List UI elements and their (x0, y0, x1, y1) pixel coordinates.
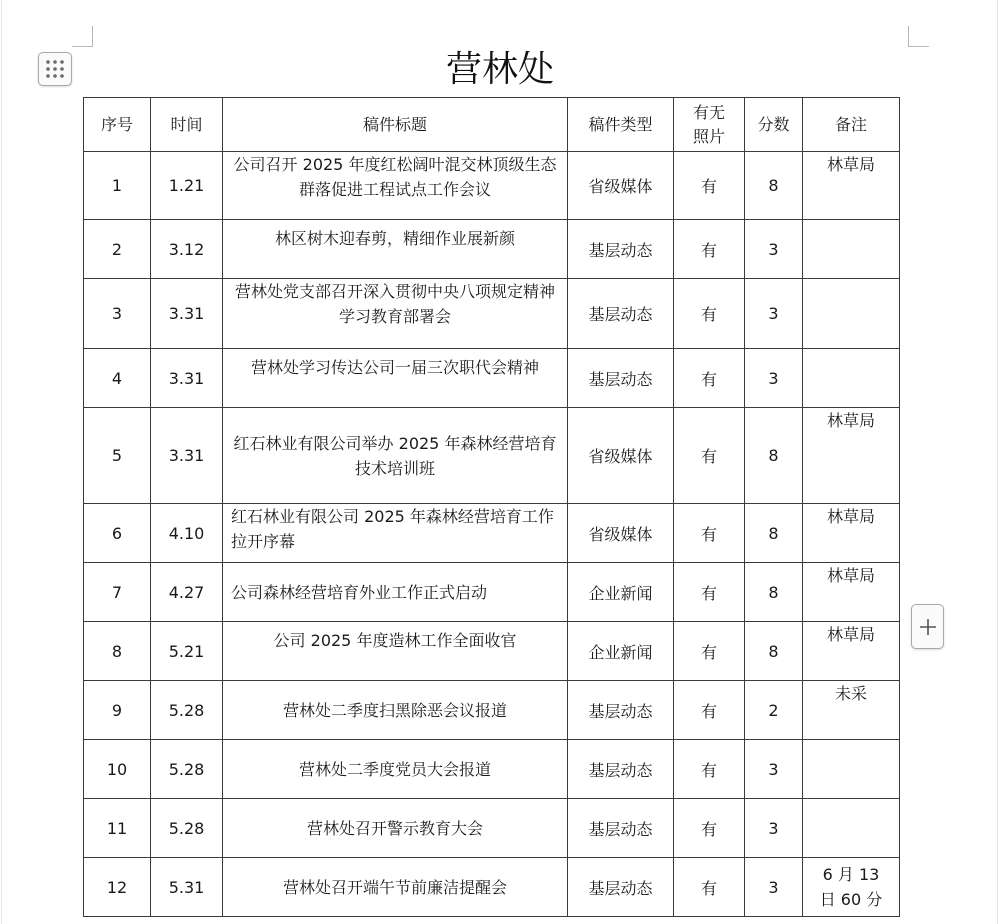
cell-photo[interactable]: 有 (674, 152, 745, 220)
header-time: 时间 (151, 98, 223, 152)
cell-num[interactable]: 12 (84, 858, 151, 917)
table-row[interactable] (84, 504, 900, 563)
table-row[interactable] (84, 681, 900, 740)
cell-photo[interactable]: 有 (674, 858, 745, 917)
table-row[interactable] (84, 622, 900, 681)
cell-time[interactable]: 5.21 (151, 622, 223, 681)
cell-score[interactable]: 3 (745, 858, 803, 917)
cell-photo[interactable]: 有 (674, 408, 745, 504)
cell-time[interactable]: 3.31 (151, 279, 223, 349)
header-score: 分数 (745, 98, 803, 152)
cell-title[interactable]: 营林处二季度党员大会报道 (223, 740, 568, 799)
cell-photo[interactable]: 有 (674, 279, 745, 349)
cell-type[interactable]: 基层动态 (568, 349, 674, 408)
cell-photo[interactable]: 有 (674, 220, 745, 279)
cell-note[interactable]: 林草局 (803, 152, 900, 220)
cell-photo[interactable]: 有 (674, 563, 745, 622)
cell-num[interactable]: 7 (84, 563, 151, 622)
cell-score[interactable]: 8 (745, 504, 803, 563)
cell-note[interactable]: 林草局 (803, 504, 900, 563)
cell-title[interactable]: 红石林业有限公司 2025 年森林经营培育工作拉开序幕 (223, 504, 568, 563)
cell-score[interactable]: 3 (745, 799, 803, 858)
cell-type[interactable]: 基层动态 (568, 799, 674, 858)
table-row[interactable] (84, 152, 900, 220)
submissions-table (83, 97, 900, 917)
table-row[interactable] (84, 799, 900, 858)
cell-note[interactable]: 未采 (803, 681, 900, 740)
cell-note[interactable] (803, 740, 900, 799)
cell-photo[interactable]: 有 (674, 799, 745, 858)
cell-title[interactable]: 营林处二季度扫黑除恶会议报道 (223, 681, 568, 740)
page-edge-right (997, 0, 998, 924)
cell-note[interactable]: 林草局 (803, 622, 900, 681)
cell-score[interactable]: 3 (745, 349, 803, 408)
table-row[interactable] (84, 349, 900, 408)
cell-score[interactable]: 3 (745, 740, 803, 799)
cell-score[interactable]: 2 (745, 681, 803, 740)
table-row[interactable] (84, 858, 900, 917)
header-type: 稿件类型 (568, 98, 674, 152)
cell-title[interactable]: 林区树木迎春剪，精细作业展新颜 (223, 220, 568, 279)
header-title: 稿件标题 (223, 98, 568, 152)
cell-time[interactable]: 5.28 (151, 799, 223, 858)
page-edge-left (1, 0, 2, 924)
cell-title[interactable]: 营林处召开端午节前廉洁提醒会 (223, 858, 568, 917)
cell-time[interactable]: 3.31 (151, 349, 223, 408)
cell-time[interactable]: 4.10 (151, 504, 223, 563)
add-row-button[interactable] (911, 604, 944, 649)
cell-type[interactable]: 基层动态 (568, 858, 674, 917)
cell-photo[interactable]: 有 (674, 740, 745, 799)
cell-num[interactable]: 11 (84, 799, 151, 858)
cell-title[interactable]: 公司森林经营培育外业工作正式启动 (223, 563, 568, 622)
cell-num[interactable]: 6 (84, 504, 151, 563)
cell-note[interactable] (803, 349, 900, 408)
plus-icon (919, 618, 937, 636)
cell-title[interactable]: 公司 2025 年度造林工作全面收官 (223, 622, 568, 681)
header-photo: 有无照片 (674, 98, 745, 152)
cell-title[interactable]: 公司召开 2025 年度红松阔叶混交林顶级生态群落促进工程试点工作会议 (223, 152, 568, 220)
cell-note[interactable] (803, 220, 900, 279)
cell-photo[interactable]: 有 (674, 622, 745, 681)
cell-type[interactable]: 省级媒体 (568, 504, 674, 563)
cell-type[interactable]: 基层动态 (568, 740, 674, 799)
cell-type[interactable]: 省级媒体 (568, 152, 674, 220)
table-row[interactable] (84, 220, 900, 279)
cell-photo[interactable]: 有 (674, 681, 745, 740)
cell-num[interactable]: 9 (84, 681, 151, 740)
cell-note[interactable]: 林草局 (803, 563, 900, 622)
cell-type[interactable]: 企业新闻 (568, 563, 674, 622)
cell-num[interactable]: 2 (84, 220, 151, 279)
table-row[interactable] (84, 563, 900, 622)
cell-note[interactable]: 林草局 (803, 408, 900, 504)
cell-note[interactable]: 6 月 13 日 60 分 (803, 858, 900, 917)
cell-time[interactable]: 5.28 (151, 740, 223, 799)
cell-num[interactable]: 3 (84, 279, 151, 349)
cell-photo[interactable]: 有 (674, 349, 745, 408)
cell-time[interactable]: 1.21 (151, 152, 223, 220)
cell-title[interactable]: 营林处党支部召开深入贯彻中央八项规定精神学习教育部署会 (223, 279, 568, 349)
cell-note[interactable] (803, 799, 900, 858)
cell-type[interactable]: 基层动态 (568, 220, 674, 279)
cell-type[interactable]: 基层动态 (568, 279, 674, 349)
cell-title[interactable]: 营林处学习传达公司一届三次职代会精神 (223, 349, 568, 408)
cell-type[interactable]: 基层动态 (568, 681, 674, 740)
cell-num[interactable]: 10 (84, 740, 151, 799)
table-row[interactable] (84, 408, 900, 504)
cell-num[interactable]: 4 (84, 349, 151, 408)
cell-score[interactable]: 8 (745, 563, 803, 622)
table-row[interactable] (84, 279, 900, 349)
cell-time[interactable]: 3.12 (151, 220, 223, 279)
cell-type[interactable]: 企业新闻 (568, 622, 674, 681)
table-header-row (84, 98, 900, 152)
cell-score[interactable]: 8 (745, 408, 803, 504)
cell-score[interactable]: 3 (745, 279, 803, 349)
cell-time[interactable]: 3.31 (151, 408, 223, 504)
cell-num[interactable]: 1 (84, 152, 151, 220)
header-note: 备注 (803, 98, 900, 152)
cell-time[interactable]: 4.27 (151, 563, 223, 622)
header-num: 序号 (84, 98, 151, 152)
cell-note[interactable] (803, 279, 900, 349)
cell-title[interactable]: 营林处召开警示教育大会 (223, 799, 568, 858)
cell-score[interactable]: 3 (745, 220, 803, 279)
cell-score[interactable]: 8 (745, 152, 803, 220)
cell-time[interactable]: 5.31 (151, 858, 223, 917)
document-title: 营林处 (445, 49, 554, 90)
cell-type[interactable]: 省级媒体 (568, 408, 674, 504)
table-row[interactable] (84, 740, 900, 799)
cell-title[interactable]: 红石林业有限公司举办 2025 年森林经营培育技术培训班 (223, 408, 568, 504)
cell-photo[interactable]: 有 (674, 504, 745, 563)
cell-num[interactable]: 5 (84, 408, 151, 504)
cell-score[interactable]: 8 (745, 622, 803, 681)
cell-time[interactable]: 5.28 (151, 681, 223, 740)
cell-num[interactable]: 8 (84, 622, 151, 681)
